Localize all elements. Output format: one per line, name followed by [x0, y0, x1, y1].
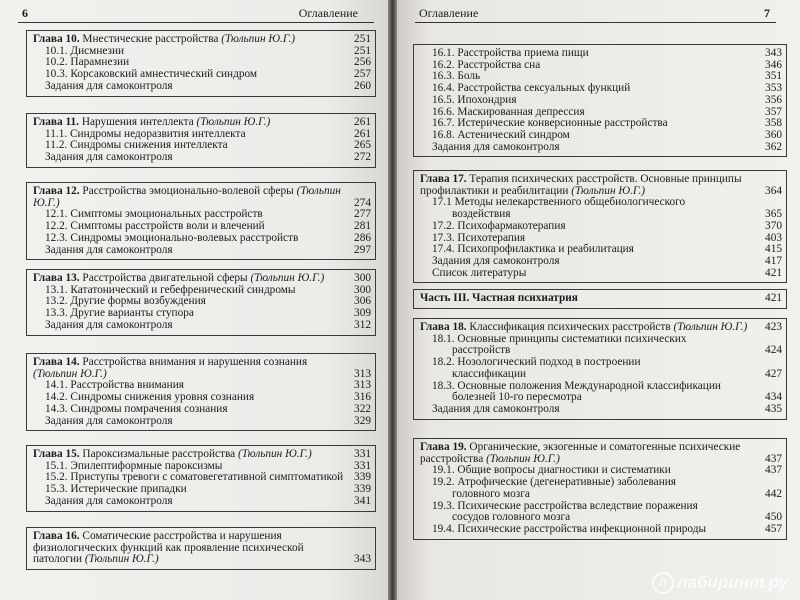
chapter-label: Глава 12.	[33, 185, 80, 197]
page-number: 358	[765, 117, 782, 130]
toc-item[interactable]	[414, 268, 786, 280]
toc-item-title: 10.3. Корсаковский амнестический синдром	[45, 68, 258, 81]
toc-item-title: 17.1 Методы нелекарственного общебиологического	[432, 196, 686, 209]
chapter-author: (Тюльпин Ю.Г.)	[221, 33, 296, 45]
chapter-author: (Тюльпин Ю.Г.)	[673, 321, 748, 333]
toc-item[interactable]	[414, 524, 786, 536]
page-number: 442	[765, 487, 782, 500]
page-number: 346	[765, 58, 782, 71]
page-number: 437	[765, 452, 782, 465]
page-number: 257	[354, 68, 371, 81]
page-number: 421	[765, 292, 782, 304]
chapter-author: (Тюльпин Ю.Г.)	[196, 116, 271, 128]
watermark: Л лабиринт.ру	[652, 572, 788, 594]
page-number: 306	[354, 295, 371, 308]
chapter-author: (Тюльпин Ю.Г.)	[84, 553, 159, 566]
chapter-title: Мнестические расстройства	[82, 33, 219, 45]
box-padding	[27, 508, 375, 511]
chapter-title: Расстройства двигательной сферы	[82, 272, 248, 284]
page-number: 256	[354, 56, 371, 69]
page-number: 343	[354, 553, 371, 566]
right-page-number: 7	[764, 6, 770, 20]
toc-item-title: Задания для самоконтроля	[45, 243, 173, 256]
chapter-box	[413, 438, 787, 540]
toc-item-title: 16.1. Расстройства приема пищи	[432, 47, 589, 59]
toc-item-title-cont: сосудов головного мозга	[452, 511, 571, 524]
chapter-label: Глава 18.	[420, 321, 467, 333]
chapter-author: (Тюльпин Ю.Г.)	[238, 448, 312, 460]
toc-item-title: 14.1. Расстройства внимания	[45, 379, 184, 392]
toc-item[interactable]	[414, 381, 786, 404]
box-padding	[27, 93, 375, 96]
part-title: Частная психиатрия	[472, 292, 578, 304]
box-padding	[414, 153, 786, 156]
page-number: 329	[354, 414, 371, 427]
chapter-box	[26, 30, 376, 97]
page-number: 300	[354, 283, 371, 296]
toc-item[interactable]	[414, 197, 786, 220]
toc-item-title: 12.3. Синдромы эмоционально-волевых расстройств	[45, 231, 299, 244]
left-running-title: Оглавление	[298, 6, 358, 20]
toc-item-title: Задания для самоконтроля	[432, 140, 560, 153]
right-running-head	[397, 6, 800, 20]
chapter-heading[interactable]	[27, 357, 375, 380]
page-number: 365	[765, 208, 782, 221]
chapter-box	[413, 170, 787, 283]
toc-item-title: 19.1. Общие вопросы диагностики и систематики	[432, 464, 671, 477]
page-number: 417	[765, 254, 782, 267]
page-number: 322	[354, 402, 371, 415]
chapter-box	[413, 318, 787, 420]
box-padding	[414, 279, 786, 282]
chapter-author: (Тюльпин Ю.Г.)	[250, 272, 325, 284]
toc-item-title: 17.3. Психотерапия	[432, 231, 526, 244]
toc-item-title-cont: болезней 10-го пересмотра	[452, 391, 582, 404]
chapter-author: (Тюльпин Ю.Г.)	[486, 452, 560, 465]
toc-item-title-cont: головного мозга	[452, 487, 530, 500]
chapter-label: Глава 11.	[33, 116, 79, 128]
chapter-box	[413, 44, 787, 157]
page-number: 261	[354, 127, 371, 140]
toc-item-title: 11.1. Синдромы недоразвития интеллекта	[45, 127, 246, 140]
page-number: 312	[354, 318, 371, 331]
page-number: 261	[354, 116, 371, 128]
chapter-heading[interactable]	[27, 531, 375, 566]
page-number: 362	[765, 140, 782, 153]
page-number: 274	[354, 196, 371, 209]
left-page	[0, 0, 388, 600]
toc-item-title: 18.2. Нозологический подход в построении	[432, 356, 641, 369]
toc-item-title: 13.3. Другие варианты ступора	[45, 307, 194, 320]
toc-item-title: 17.2. Психофармакотерапия	[432, 219, 566, 232]
page-number: 357	[765, 105, 782, 118]
page-number: 297	[354, 243, 371, 256]
chapter-heading[interactable]	[414, 442, 786, 465]
toc-item-title-cont: воздействия	[452, 208, 511, 221]
page-number: 403	[765, 231, 782, 244]
toc-item-title: 15.1. Эпилептиформные пароксизмы	[45, 459, 223, 472]
page-number: 339	[354, 471, 371, 484]
toc-item-title: 14.3. Синдромы помрачения сознания	[45, 402, 228, 415]
toc-item-title-cont: расстройств	[452, 344, 511, 357]
page-number: 353	[765, 82, 782, 95]
page-number: 437	[765, 464, 782, 477]
page-number: 341	[354, 494, 371, 507]
chapter-label: Глава 16.	[33, 530, 80, 542]
page-number: 450	[765, 511, 782, 524]
page-number: 286	[354, 231, 371, 244]
toc-item-title: 15.2. Приступы тревоги с соматовегетативной симптоматикой	[45, 471, 344, 484]
chapter-box	[26, 353, 376, 431]
chapter-box	[26, 269, 376, 336]
page-number: 313	[354, 379, 371, 392]
right-running-title: Оглавление	[419, 6, 479, 20]
chapter-label: Глава 19.	[420, 441, 467, 453]
part-heading[interactable]	[414, 293, 786, 305]
page-number: 251	[354, 33, 371, 45]
box-padding	[27, 427, 375, 430]
toc-item-title: 13.1. Кататонический и гебефренический синдромы	[45, 283, 296, 296]
toc-item[interactable]	[27, 496, 375, 508]
left-page-number: 6	[22, 6, 28, 20]
page-number: 339	[354, 483, 371, 496]
page-number: 415	[765, 243, 782, 256]
page-number: 300	[354, 272, 371, 284]
page-number: 251	[354, 44, 371, 57]
toc-item[interactable]	[414, 334, 786, 357]
chapter-author: (Тюльпин Ю.Г.)	[33, 185, 341, 209]
chapter-title: Расстройства внимания и нарушения сознания	[82, 356, 308, 368]
chapter-label: Глава 17.	[420, 173, 467, 185]
chapter-label: Глава 13.	[33, 272, 80, 284]
box-padding	[27, 332, 375, 335]
box-padding	[414, 416, 786, 419]
toc-item-title: 19.2. Атрофические (дегенеративные) заболевания	[432, 476, 676, 489]
chapter-title: Пароксизмальные расстройства	[82, 448, 236, 460]
page-number: 277	[354, 208, 371, 221]
page-number: 265	[354, 139, 371, 152]
page-number: 281	[354, 220, 371, 233]
toc-item-title: 19.3. Психические расстройства вследствие поражения	[432, 499, 698, 512]
toc-item[interactable]	[414, 404, 786, 416]
chapter-label: Глава 14.	[33, 356, 80, 368]
box-padding	[27, 256, 375, 259]
toc-item-title: 16.5. Ипохондрия	[432, 93, 517, 106]
page-number: 364	[765, 184, 782, 197]
toc-item-title: 16.7. Истерические конверсионные расстройства	[432, 117, 668, 130]
toc-item[interactable]	[27, 152, 375, 164]
toc-item-title: 12.1. Симптомы эмоциональных расстройств	[45, 208, 263, 221]
chapter-title: Расстройства эмоционально-волевой сферы	[82, 185, 294, 197]
left-running-head	[0, 6, 388, 20]
right-page	[397, 0, 800, 600]
toc-item-title: 16.6. Маскированная депрессия	[432, 105, 585, 118]
toc-item-title: 13.2. Другие формы возбуждения	[45, 295, 206, 308]
page-number: 331	[354, 448, 371, 460]
chapter-label: Глава 10.	[33, 33, 80, 45]
book-gutter	[388, 0, 397, 600]
chapter-heading[interactable]	[414, 174, 786, 197]
toc-item-title: 15.3. Истерические припадки	[45, 483, 187, 496]
chapter-title: Соматические расстройства и нарушения физиологических функций как проявление психической патологии	[33, 530, 304, 566]
page-number: 370	[765, 219, 782, 232]
toc-item-title: 17.4. Психопрофилактика и реабилитация	[432, 243, 634, 256]
chapter-box	[26, 445, 376, 512]
chapter-heading[interactable]	[27, 186, 375, 209]
page-number: 434	[765, 391, 782, 404]
right-header-rule	[415, 22, 776, 23]
page-number: 272	[354, 151, 371, 164]
toc-item-title: Задания для самоконтроля	[45, 318, 173, 331]
part-label: Часть III.	[420, 292, 470, 304]
page-number: 309	[354, 307, 371, 320]
toc-item-title: Задания для самоконтроля	[45, 494, 173, 507]
toc-item-title: 16.3. Боль	[432, 70, 481, 83]
page-number: 457	[765, 522, 782, 535]
page-number: 313	[354, 367, 371, 380]
box-padding	[414, 536, 786, 539]
chapter-label: Глава 15.	[33, 448, 80, 460]
chapter-box	[26, 182, 376, 260]
toc-item-title: 10.1. Дисмнезии	[45, 44, 125, 57]
page-number: 351	[765, 70, 782, 83]
page-number: 331	[354, 459, 371, 472]
toc-item[interactable]	[414, 357, 786, 380]
chapter-author: (Тюльпин Ю.Г.)	[571, 184, 646, 197]
toc-item-title: 11.2. Синдромы снижения интеллекта	[45, 139, 228, 152]
page-number: 424	[765, 344, 782, 357]
toc-item-title: Задания для самоконтроля	[45, 79, 173, 92]
toc-item-title: 12.2. Симптомы расстройств воли и влечений	[45, 220, 265, 233]
box-padding	[27, 566, 375, 569]
toc-item-title: Задания для самоконтроля	[432, 402, 560, 415]
toc-item-title: Задания для самоконтроля	[45, 151, 173, 164]
chapter-box	[26, 527, 376, 570]
toc-item-title: 19.4. Психические расстройства инфекционной природы	[432, 522, 707, 535]
page-number: 260	[354, 79, 371, 92]
chapter-title: Органические, экзогенные и соматогенные психические расстройства	[420, 441, 741, 465]
toc-item-title: 16.8. Астенический синдром	[432, 128, 570, 141]
toc-item-title: 14.2. Синдромы снижения уровня сознания	[45, 391, 255, 404]
toc-item-title: Список литературы	[432, 266, 527, 279]
chapter-title: Терапия психических расстройств. Основные принципы профилактики и реабилитации	[420, 173, 742, 197]
page-number: 435	[765, 402, 782, 415]
toc-item-title: Задания для самоконтроля	[45, 414, 173, 427]
toc-item[interactable]	[414, 477, 786, 500]
chapter-box	[413, 289, 787, 309]
box-padding	[27, 164, 375, 167]
toc-item-title: 18.3. Основные положения Международной классификации	[432, 379, 721, 392]
toc-item[interactable]	[27, 81, 375, 93]
toc-item-title: 16.2. Расстройства сна	[432, 58, 541, 71]
toc-item-title: 16.4. Расстройства сексуальных функций	[432, 82, 631, 95]
chapter-author: (Тюльпин Ю.Г.)	[33, 367, 107, 380]
toc-item[interactable]	[414, 142, 786, 154]
toc-item-title: Задания для самоконтроля	[432, 254, 560, 267]
chapter-title: Классификация психических расстройств	[469, 321, 671, 333]
left-header-rule	[18, 22, 374, 23]
box-padding	[414, 305, 786, 308]
page-number: 316	[354, 391, 371, 404]
toc-item[interactable]	[27, 416, 375, 428]
toc-item[interactable]	[414, 501, 786, 524]
chapter-title: Нарушения интеллекта	[81, 116, 194, 128]
page-number: 360	[765, 128, 782, 141]
toc-item-title-cont: классификации	[452, 367, 527, 380]
toc-item[interactable]	[27, 245, 375, 257]
toc-item-title: 10.2. Парамнезии	[45, 56, 130, 69]
chapter-box	[26, 113, 376, 168]
labirint-logo-icon: Л	[652, 572, 674, 594]
page-number: 343	[765, 47, 782, 59]
toc-item[interactable]	[27, 320, 375, 332]
page-number: 427	[765, 367, 782, 380]
toc-item-title: 18.1. Основные принципы систематики психических	[432, 332, 687, 345]
page-number: 421	[765, 266, 782, 279]
page-number: 356	[765, 93, 782, 106]
page-number: 423	[765, 321, 782, 333]
